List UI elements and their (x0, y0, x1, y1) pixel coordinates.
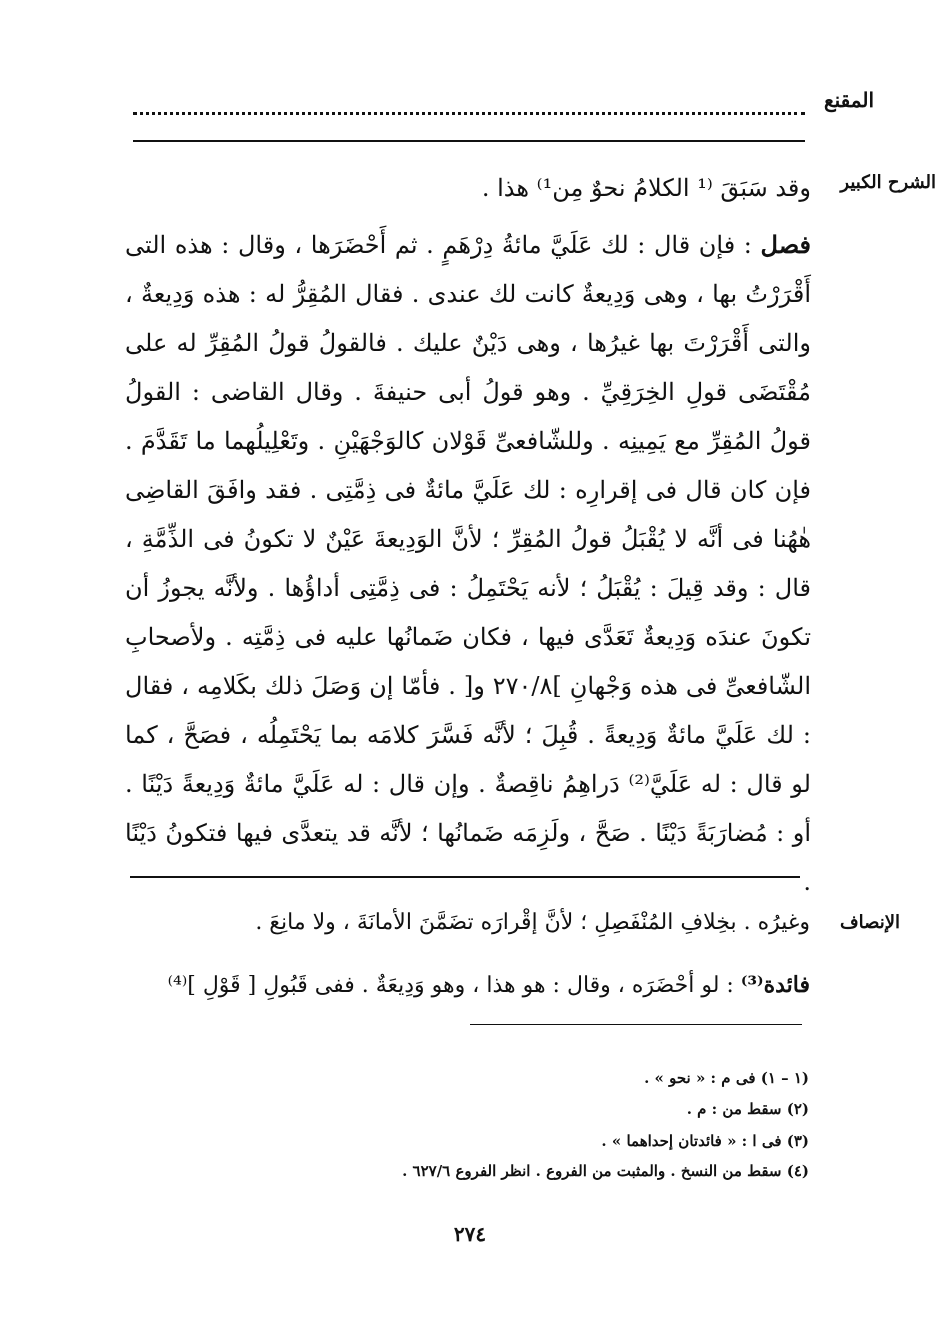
insaf-text-line: وغيرُه . بخِلافِ المُنْفَصِلِ ؛ لأنَّ إقْرارَه تضَمَّنَ الأمانَةَ ، ولا مانِعَ . (255, 910, 810, 935)
sharh-section-label: الشرح الكبير (840, 172, 936, 193)
sharh-intro-line: وقد سَبَقَ ⁽¹ الكلامُ نحوٌ مِن¹⁾ هذا . (481, 174, 811, 202)
insaf-faida-line (140, 962, 810, 1009)
footnote-3: (٣) فى ا : « فائدتان إحداهما » . (601, 1132, 809, 1150)
faida-text: : لو أحْضَرَه ، وقال : هو هذا ، وهو وَدِيعَةٌ . ففى قَبُولِ [ قَوْلِ ]⁽⁴⁾ (167, 973, 734, 998)
footnote-2: (٢) سقط من : م . (686, 1100, 809, 1118)
footnote-rule (470, 1024, 802, 1025)
fasl-heading: فصل (760, 230, 811, 259)
sharh-body-text: : فإن قال : لك عَلَيَّ مائةُ دِرْهَمٍ . ثم أَحْضَرَها ، وقال : هذه التى أَقْرَرْتُ بها ، وهى وَدِيعةٌ كانت لك عندى . فقال المُقِرُّ له : هذه وَدِيعةٌ ، والتى أَقْرَرْتَ بها غيرُها ، وهى دَيْنٌ عليك . فالقولُ قولُ المُقِرِّ له على مُقْتَضَى قولِ الخِرَقِيِّ . وهو قولُ أبى حنيفةَ . وقال القاضى : القولُ قولُ المُقِرِّ مع يَمِينِه . وللشّافعىِّ قَوْلان كالوَجْهَيْنِ . وتَعْلِيلُهما ما تَقَدَّمَ . فإن كان قال فى إقرارِه : لك عَلَيَّ مائةٌ فى ذِمَّتِى . فقد وافَقَ القاضِى هٰهُنا فى أنَّه لا يُقْبَلُ قولُ المُقِرِّ ؛ لأنَّ الوَدِيعةَ عَيْنٌ لا تكونُ فى الذِّمَّةِ ، قال : وقد قِيلَ : يُقْبَلُ ؛ لأنه يَحْتَمِلُ : فى ذِمَّتِى أداؤُها . ولأنَّه يجوزُ أن تكونَ عندَه وَدِيعةٌ تَعَدَّى فيها ، فكان ضَمانُها عليه فى ذِمَّتِه . ولأصحابِ الشّافعىِّ فى هذه وَجْهانِ ]٢٧٠/٨ و[ . فأمّا إن وَصَلَ ذلك بكَلامِه ، فقال : لك عَلَيَّ مائةٌ وَدِيعةً . قُبِلَ ؛ لأنَّه فَسَّرَ كلامَه بما يَحْتَمِلُه ، فصَحَّ ، كما لو قال : له عَلَيَّ⁽²⁾ دَراهِمُ ناقِصةٌ . وإن قال : له عَلَيَّ مائةٌ وَدِيعةً دَيْنًا . أو : مُضارَبَةً دَيْنًا . صَحَّ ، ولَزِمَه ضَمانُها ؛ لأنَّه قد يتعدَّى فيها فتكونُ دَيْنًا . (125, 231, 811, 896)
book-label: المقنع (823, 88, 874, 112)
faida-heading: فائدة⁽³⁾ (740, 972, 810, 998)
footnote-1: (١ – ١) فى م : « نحو » . (644, 1069, 809, 1087)
dotted-separator (133, 112, 805, 115)
section-divider (130, 876, 800, 878)
sharh-main-paragraph (125, 220, 811, 907)
page-number: ٢٧٤ (453, 1222, 487, 1246)
insaf-section-label: الإنصاف (839, 912, 900, 933)
top-rule (133, 140, 805, 142)
footnote-4: (٤) سقط من النسخ . والمثبت من الفروع . انظر الفروع ٦٢٧/٦ . (402, 1162, 809, 1180)
